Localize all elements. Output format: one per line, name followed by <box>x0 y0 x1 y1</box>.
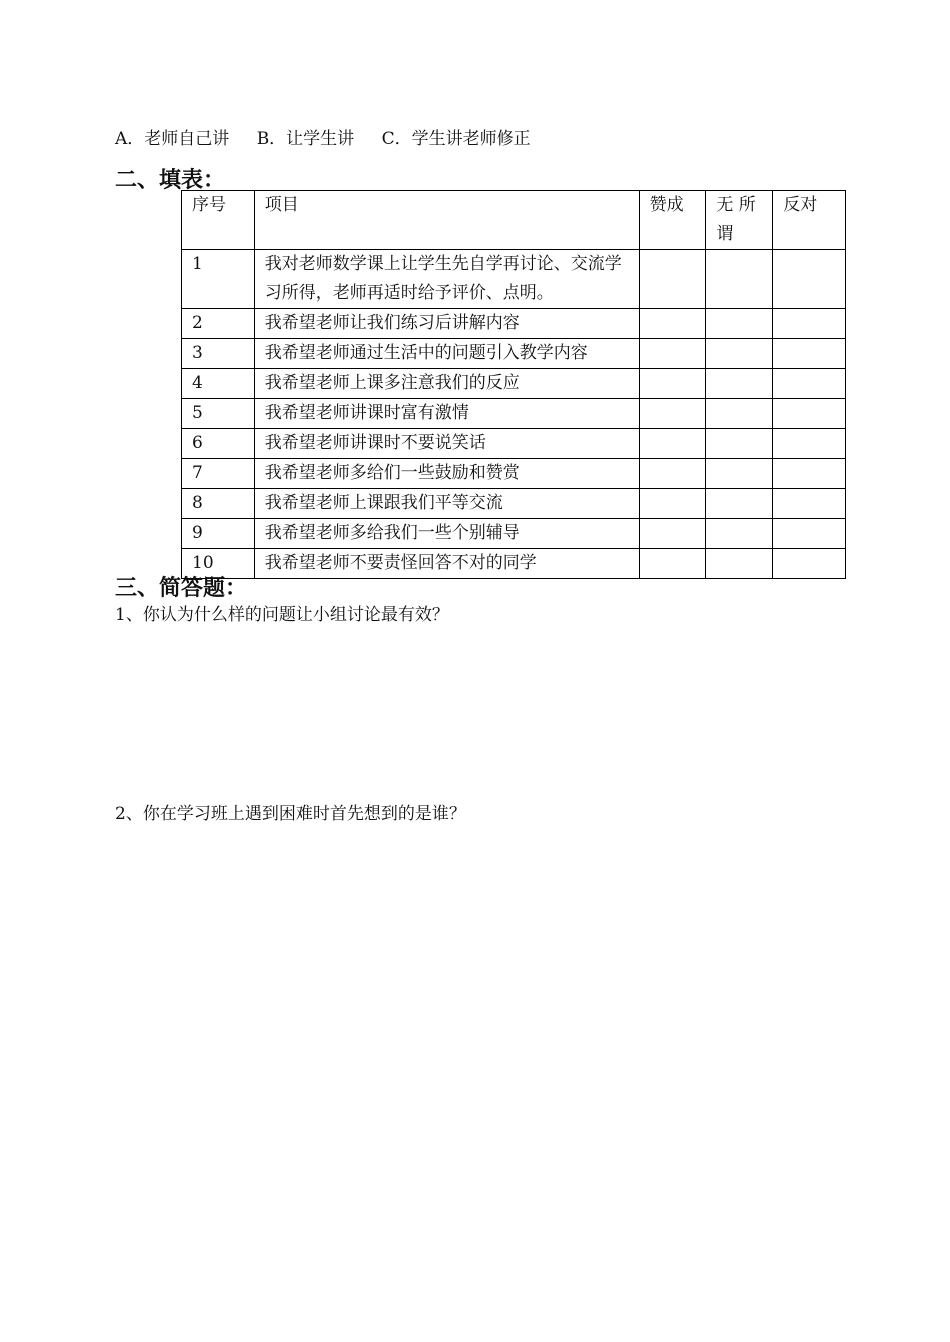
disagree-cell[interactable] <box>773 429 846 459</box>
agree-cell[interactable] <box>639 429 706 459</box>
table-row <box>182 369 846 399</box>
choice-options <box>115 124 553 149</box>
row-item: 我对老师数学课上让学生先自学再讨论、交流学习所得，老师再适时给予评价、点明。 <box>254 250 639 309</box>
row-item: 我希望老师通过生活中的问题引入教学内容 <box>254 339 639 369</box>
header-disagree: 反对 <box>773 191 846 250</box>
table-row <box>182 549 846 579</box>
question-1: 1、你认为什么样的问题让小组讨论最有效？ <box>115 605 449 625</box>
neutral-cell[interactable] <box>706 250 773 309</box>
neutral-cell[interactable] <box>706 549 773 579</box>
disagree-cell[interactable] <box>773 489 846 519</box>
header-item: 项目 <box>254 191 639 250</box>
disagree-cell[interactable] <box>773 519 846 549</box>
table-row <box>182 459 846 489</box>
table-header-row <box>182 191 846 250</box>
question-2: 2、你在学习班上遇到困难时首先想到的是谁？ <box>115 804 466 824</box>
agree-cell[interactable] <box>639 489 706 519</box>
table-row <box>182 250 846 309</box>
option-a: A．老师自己讲 <box>115 129 230 149</box>
row-number: 2 <box>182 309 255 339</box>
row-item: 我希望老师让我们练习后讲解内容 <box>254 309 639 339</box>
row-number: 7 <box>182 459 255 489</box>
agree-cell[interactable] <box>639 399 706 429</box>
row-item: 我希望老师多给我们一些个别辅导 <box>254 519 639 549</box>
disagree-cell[interactable] <box>773 309 846 339</box>
disagree-cell[interactable] <box>773 369 846 399</box>
neutral-cell[interactable] <box>706 489 773 519</box>
table-row <box>182 339 846 369</box>
neutral-cell[interactable] <box>706 459 773 489</box>
header-neutral: 无 所谓 <box>706 191 773 250</box>
table-row <box>182 399 846 429</box>
option-c: C．学生讲老师修正 <box>381 129 531 149</box>
option-b: B．让学生讲 <box>256 129 355 149</box>
row-number: 4 <box>182 369 255 399</box>
row-item: 我希望老师上课多注意我们的反应 <box>254 369 639 399</box>
header-agree: 赞成 <box>639 191 706 250</box>
agree-cell[interactable] <box>639 369 706 399</box>
disagree-cell[interactable] <box>773 549 846 579</box>
table-row <box>182 429 846 459</box>
disagree-cell[interactable] <box>773 459 846 489</box>
section-2-title: 二、填表： <box>115 168 226 193</box>
row-number: 3 <box>182 339 255 369</box>
disagree-cell[interactable] <box>773 339 846 369</box>
agree-cell[interactable] <box>639 339 706 369</box>
table-row <box>182 519 846 549</box>
agree-cell[interactable] <box>639 519 706 549</box>
row-number: 9 <box>182 519 255 549</box>
row-item: 我希望老师不要责怪回答不对的同学 <box>254 549 639 579</box>
disagree-cell[interactable] <box>773 250 846 309</box>
header-number: 序号 <box>182 191 255 250</box>
row-item: 我希望老师讲课时不要说笑话 <box>254 429 639 459</box>
row-number: 6 <box>182 429 255 459</box>
neutral-cell[interactable] <box>706 369 773 399</box>
agree-cell[interactable] <box>639 549 706 579</box>
row-number: 5 <box>182 399 255 429</box>
row-item: 我希望老师上课跟我们平等交流 <box>254 489 639 519</box>
section-3-title: 三、简答题： <box>115 576 248 601</box>
row-number: 1 <box>182 250 255 309</box>
table-row <box>182 309 846 339</box>
row-item: 我希望老师讲课时富有激情 <box>254 399 639 429</box>
neutral-cell[interactable] <box>706 399 773 429</box>
agree-cell[interactable] <box>639 459 706 489</box>
disagree-cell[interactable] <box>773 399 846 429</box>
neutral-cell[interactable] <box>706 519 773 549</box>
agree-cell[interactable] <box>639 250 706 309</box>
row-number: 8 <box>182 489 255 519</box>
row-number: 10 <box>182 549 255 579</box>
neutral-cell[interactable] <box>706 429 773 459</box>
agree-cell[interactable] <box>639 309 706 339</box>
survey-table <box>181 190 846 579</box>
neutral-cell[interactable] <box>706 309 773 339</box>
neutral-cell[interactable] <box>706 339 773 369</box>
row-item: 我希望老师多给们一些鼓励和赞赏 <box>254 459 639 489</box>
table-row <box>182 489 846 519</box>
